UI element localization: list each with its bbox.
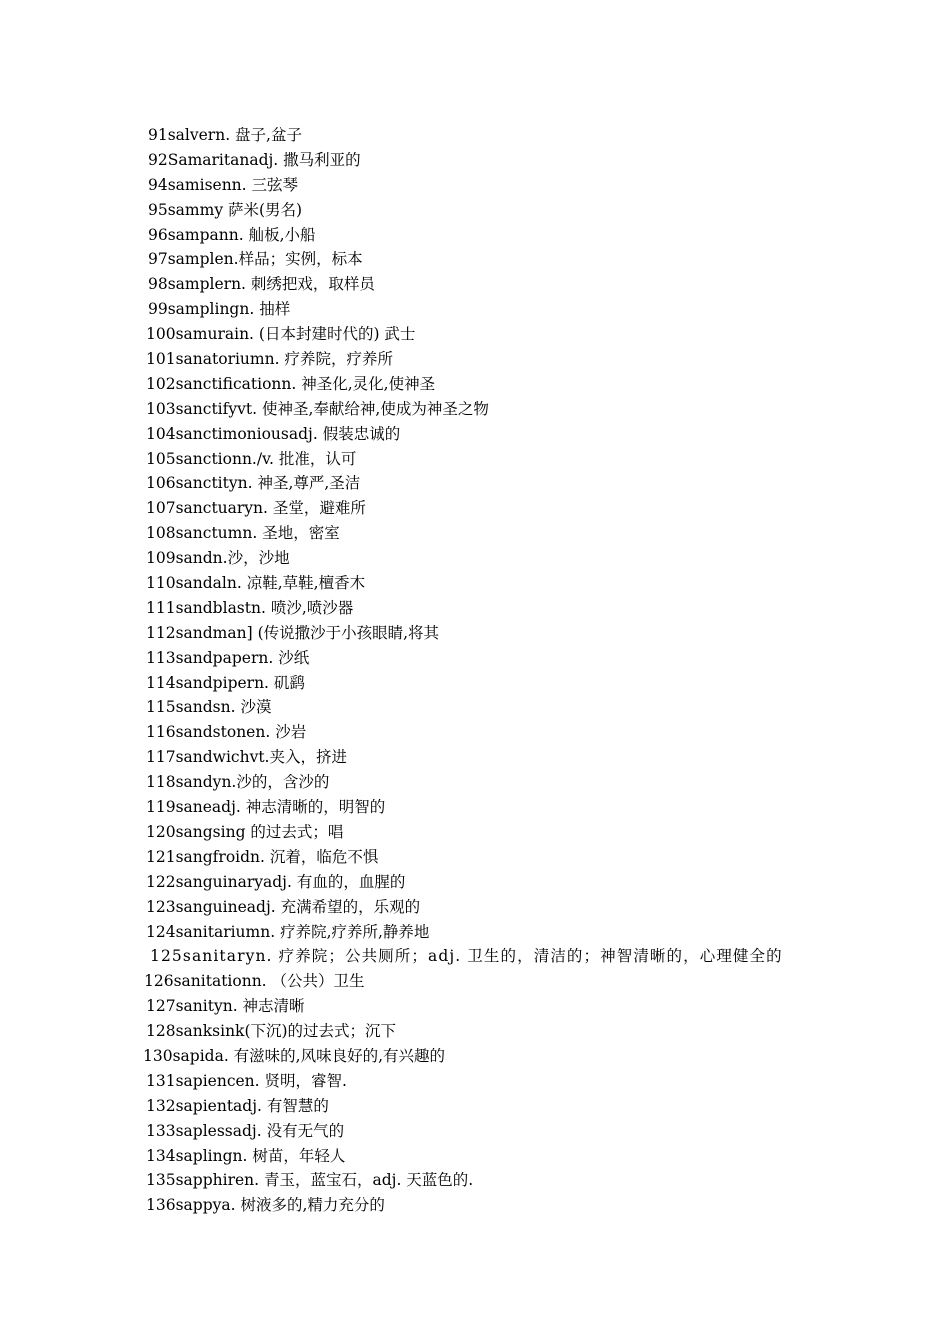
entry: 132sapientadj. 有智慧的 (146, 1096, 329, 1115)
entry: 106sanctityn. 神圣,尊严,圣洁 (146, 474, 361, 493)
entry: 122sanguinaryadj. 有血的，血腥的 (146, 872, 406, 891)
entry: 112sandman] (传说撒沙于小孩眼睛,将其 (146, 623, 440, 642)
entry: 101sanatoriumn. 疗养院，疗养所 (146, 350, 393, 369)
entry: 94samisenn. 三弦琴 (148, 175, 299, 194)
entry: 114sandpipern. 矶鹞 (146, 673, 305, 692)
entry: 115sandsn. 沙漠 (146, 698, 272, 717)
entry: 95sammy 萨米(男名) (148, 200, 303, 219)
entry: 98samplern. 刺绣把戏，取样员 (148, 275, 375, 294)
entry: 135sapphiren. 青玉，蓝宝石，adj. 天蓝色的. (146, 1171, 474, 1190)
entry: 136sappya. 树液多的,精力充分的 (146, 1196, 385, 1215)
entry: 105sanctionn./v. 批准，认可 (146, 449, 357, 468)
entry: 108sanctumn. 圣地，密室 (146, 524, 340, 543)
entry: 116sandstonen. 沙岩 (146, 723, 307, 742)
entry: 127sanityn. 神志清晰 (146, 997, 305, 1016)
entry: 111sandblastn. 喷沙,喷沙器 (146, 598, 354, 617)
entry: 103sanctifyvt. 使神圣,奉献给神,使成为神圣之物 (146, 399, 489, 418)
entry: 109sandn.沙，沙地 (146, 549, 290, 568)
entry: 107sanctuaryn. 圣堂，避难所 (146, 499, 366, 518)
entry: 92Samaritanadj. 撒马利亚的 (148, 150, 361, 169)
entry: 131sapiencen. 贤明，睿智. (146, 1071, 347, 1090)
entry: 96sampann. 舢板,小船 (148, 225, 316, 244)
entry: 104sanctimoniousadj. 假装忠诚的 (146, 424, 401, 443)
entry: 121sangfroidn. 沉着，临危不惧 (146, 847, 379, 866)
vocabulary-list (0, 123, 950, 1218)
entry: 125sanitaryn. 疗养院；公共厕所；adj. 卫生的，清洁的；神智清晰的，心理健全的 (150, 947, 783, 966)
entry: 110sandaln. 凉鞋,草鞋,檀香木 (146, 574, 366, 593)
entry: 134saplingn. 树苗，年轻人 (146, 1146, 346, 1165)
entry: 100samurain. (日本封建时代的) 武士 (146, 325, 416, 344)
entry: 124sanitariumn. 疗养院,疗养所,静养地 (146, 922, 430, 941)
entry: 118sandyn.沙的，含沙的 (146, 773, 330, 792)
entry: 113sandpapern. 沙纸 (146, 648, 310, 667)
entry: 119saneadj. 神志清晰的，明智的 (146, 798, 386, 817)
entry: 91salvern. 盘子,盆子 (148, 126, 302, 144)
entry: 126sanitationn. （公共）卫生 (144, 972, 365, 991)
entry: 123sanguineadj. 充满希望的，乐观的 (146, 897, 421, 916)
entry: 128sanksink(下沉)的过去式；沉下 (146, 1022, 397, 1041)
entry: 133saplessadj. 没有无气的 (146, 1121, 345, 1140)
entry: 99samplingn. 抽样 (148, 300, 291, 319)
entry: 130sapida. 有滋味的,风味良好的,有兴趣的 (143, 1046, 446, 1065)
entry: 120sangsing 的过去式；唱 (146, 822, 344, 841)
entry: 117sandwichvt.夹入，挤进 (146, 748, 347, 767)
entry: 97samplen.样品；实例，标本 (148, 250, 363, 269)
entry: 102sanctificationn. 神圣化,灵化,使神圣 (146, 374, 436, 393)
